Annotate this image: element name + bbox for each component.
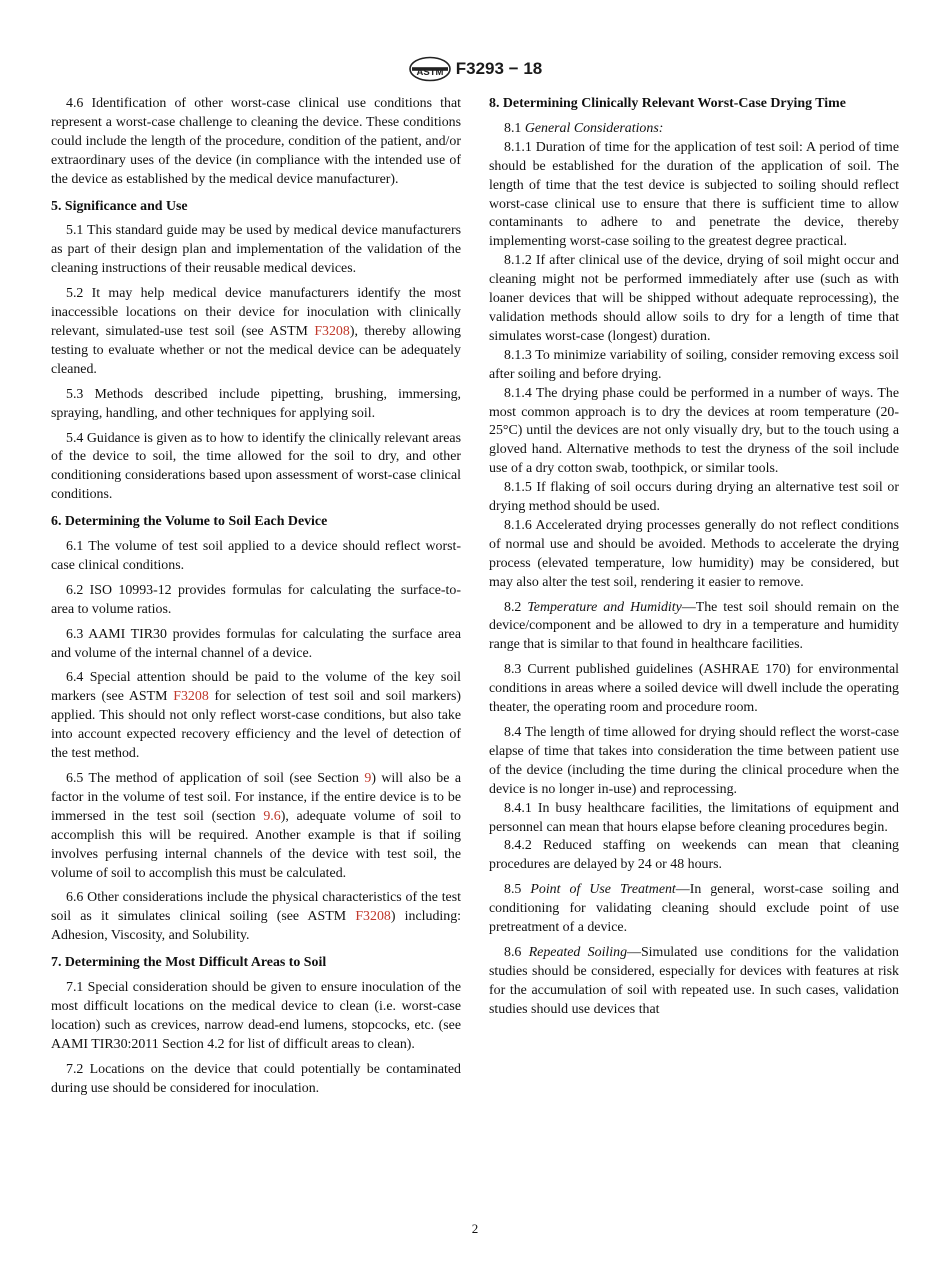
reference-link-f3208[interactable]: F3208: [355, 909, 391, 925]
paragraph-5-2: 5.2 It may help medical device manufacturers identify the most inaccessible locations on their device for inoculation with clinically relevant, simulated-use test soil (see ASTM F3208), thereby allowing testing to evaluate whether or not the medical device can be adequately cleaned.: [51, 286, 461, 377]
paragraph-8-3: 8.3 Current published guidelines (ASHRAE 170) for environmental conditions in areas where a soiled device will dwell include the operating theater, the operating room and procedure room.: [489, 662, 899, 716]
section-6-heading: 6. Determining the Volume to Soil Each Device: [51, 514, 328, 530]
paragraph-7-2: 7.2 Locations on the device that could potentially be contaminated during use should be considered for inoculation.: [51, 1061, 461, 1096]
reference-link-section-9[interactable]: 9: [364, 771, 372, 786]
paragraph-8-4-1: 8.4.1 In busy healthcare facilities, the limitations of equipment and personnel can mean that hours elapse before cleaning procedures begin.: [489, 800, 899, 835]
reference-link-f3208[interactable]: F3208: [314, 323, 350, 339]
paragraph-5-3: 5.3 Methods described include pipetting, brushing, immersing, spraying, handling, and other techniques for applying soil.: [51, 386, 461, 421]
paragraph-6-1: 6.1 The volume of test soil applied to a device should reflect worst-case clinical conditions.: [51, 539, 461, 573]
paragraph-8-5: 8.5 Point of Use Treatment—In general, worst-case soiling and conditioning for validating cleaning should exclude point of use pretreatment of a device.: [489, 882, 899, 936]
paragraph-6-2: 6.2 ISO 10993-12 provides formulas for calculating the surface-to-area to volume ratios.: [51, 582, 461, 617]
paragraph-8-1-1: 8.1.1 Duration of time for the application of test soil: A period of time should be established for the duration of the application of soil. The length of time that the test device is subjected to soiling should reflect worst-case clinical use to ensure that there is sufficient time to allow contaminants to adhere to and penetrate the device, thereby implementing worst-case soiling to the greatest degree practical.: [489, 139, 899, 250]
page-header: [0, 56, 950, 82]
paragraph-8-1-5: 8.1.5 If flaking of soil occurs during drying an alternative test soil or drying method should be used.: [489, 480, 899, 515]
paragraph-4-6: 4.6 Identification of other worst-case clinical use conditions that represent a worst-case challenge to cleaning the device. These conditions could include the length of the procedure, condition of the patient, and/or extraordinary uses of the device (in compliance with the intended use of the device as established by the medical device manufacturer).: [51, 96, 461, 187]
section-8-heading: 8. Determining Clinically Relevant Worst-Case Drying Time: [489, 96, 846, 111]
standard-designation: F3293 − 18: [455, 59, 543, 78]
paragraph-8-1: 8.1 General Considerations:: [504, 120, 664, 136]
section-7-heading: 7. Determining the Most Difficult Areas to Soil: [51, 955, 327, 971]
paragraph-8-1-3: 8.1.3 To minimize variability of soiling, consider removing excess soil after soiling and before drying.: [489, 347, 899, 382]
paragraph-8-1-6: 8.1.6 Accelerated drying processes generally do not reflect conditions of normal use and should be avoided. Methods to accelerate the drying process (elevated temperature, low humidity) may be considered, but may also alter the test soil, rendering it easier to remove.: [489, 517, 899, 590]
reference-link-section-9-6[interactable]: 9.6: [263, 808, 281, 824]
paragraph-8-4-2: 8.4.2 Reduced staffing on weekends can mean that cleaning procedures are delayed by 24 or 48 hours.: [489, 838, 899, 873]
paragraph-6-6: 6.6 Other considerations include the physical characteristics of the test soil as it simulates clinical soiling (see ASTM F3208) including: Adhesion, Viscosity, and Solubility.: [51, 890, 461, 944]
paragraph-8-6: 8.6 Repeated Soiling—Simulated use conditions for the validation studies should be considered, especially for devices with features at risk for the accumulation of soil with repeated use. In such cases, validation studies should use devices that: [489, 944, 899, 1017]
reference-link-f3208[interactable]: F3208: [173, 689, 209, 705]
astm-logo-icon: [408, 56, 452, 82]
paragraph-6-5: 6.5 The method of application of soil (see Section 9) will also be a factor in the volume of test soil. For instance, if the entire device is to be immersed in the test soil (section 9.6), adequate volume of soil to accomplish this will be required. Another example is that if soiling involves perfusing internal channels of the device with test soil, the volume of soil to accomplish this must be calculated.: [51, 771, 461, 881]
paragraph-7-1: 7.1 Special consideration should be given to ensure inoculation of the most difficult locations on the medical device to clean (i.e. worst-case location) such as crevices, narrow dead-end lumens, stopcocks, etc. (see AAMI TIR30:2011 Section 4.2 for list of difficult areas to clean).: [51, 980, 461, 1052]
paragraph-8-1-4: 8.1.4 The drying phase could be performed in a number of ways. The most common approach is to dry the devices at room temperature (20-25°C) until the devices are not only visually dry, but to the touch using a gloved hand. Alternative methods to test the dryness of the soil include use of a dry cotton swab, toothpick, or similar tools.: [489, 385, 899, 477]
page-number: 2: [471, 1221, 479, 1236]
paragraph-6-3: 6.3 AAMI TIR30 provides formulas for calculating the surface area and volume of the internal channel of a device.: [51, 626, 461, 661]
paragraph-8-4: 8.4 The length of time allowed for drying should reflect the worst-case elapse of time that takes into consideration the time between patient use of the device (including the time during the clinical procedure when the device is no longer in-use) and reprocessing.: [489, 725, 899, 797]
right-column: [489, 95, 899, 1020]
svg-text:ASTM: ASTM: [416, 67, 444, 78]
paragraph-5-1: 5.1 This standard guide may be used by medical device manufacturers as part of their design plan and implementation of the validation of the cleaning instructions of their reusable medical devices.: [51, 223, 461, 277]
section-5-heading: 5. Significance and Use: [51, 198, 188, 214]
left-column: [51, 95, 461, 1099]
paragraph-5-4: 5.4 Guidance is given as to how to identify the clinically relevant areas of the device to soil, the time allowed for the soil to dry, and other conditioning considerations based upon assessment of worst-case clinical conditions.: [51, 430, 461, 503]
paragraph-6-4: 6.4 Special attention should be paid to the volume of the key soil markers (see ASTM F3208 for selection of test soil and soil markers) applied. This should not only reflect worst-case conditions, but also take into account expected recovery efficiency and the level of detection of the test method.: [51, 670, 461, 762]
paragraph-8-2: 8.2 Temperature and Humidity—The test soil should remain on the device/component and be allowed to dry in a temperature and humidity range that is similar to that found in healthcare facilities.: [489, 599, 899, 653]
paragraph-8-1-2: 8.1.2 If after clinical use of the device, drying of soil might occur and cleaning might not be performed immediately after use (such as with loaner devices that will be shipped without adequate reprocessing), the validation methods should allow soils to dry for a length of time that simulates worst-case (longest) duration.: [489, 253, 899, 344]
